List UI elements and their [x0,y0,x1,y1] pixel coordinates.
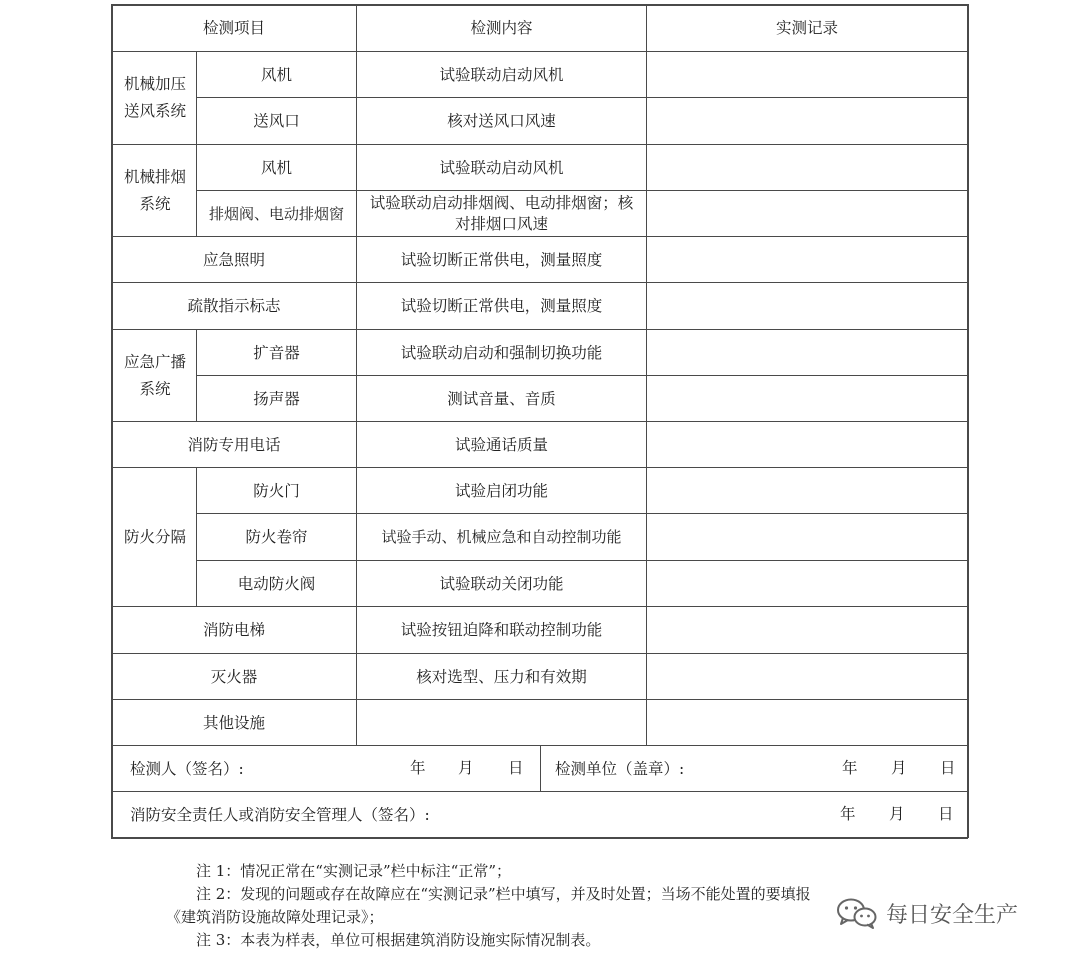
inspection-unit-stamp[interactable]: 检测单位（盖章）: [555,759,685,778]
content-cell: 试验切断正常供电，测量照度 [400,297,603,315]
sub-item-cell: 扬声器 [253,389,300,408]
content-cell: 测试音量、音质 [447,389,556,408]
record-cell[interactable] [647,561,967,606]
sub-item-cell: 排烟阀、电动排烟窗 [208,204,344,223]
content-cell[interactable] [357,700,646,745]
watermark-text: 每日安全生产 [886,902,1019,928]
content-cell: 试验切断正常供电，测量照度 [400,250,603,269]
content-cell: 试验按钮迫降和联动控制功能 [400,621,603,639]
note-2-line-2: 《建筑消防设施故障处理记录》； [166,908,384,926]
group-broadcast: 应急广播系统 [124,352,187,398]
note-1: 注 1：情况正常在“实测记录”栏中标注“正常”； [196,862,511,880]
header-item: 检测项目 [202,19,265,37]
sub-item-cell: 防火门 [253,481,300,500]
content-cell: 试验联动关闭功能 [439,574,564,593]
content-cell: 试验联动启动风机 [439,158,564,177]
content-cell: 核对送风口风速 [447,112,556,130]
record-cell[interactable] [647,422,967,467]
sub-item-cell: 风机 [260,158,292,177]
item-cell: 应急照明 [202,250,265,269]
content-cell: 试验通话质量 [454,435,548,454]
content-cell: 试验联动启动风机 [439,65,564,84]
responsible-date-day: 日 [938,805,954,823]
item-cell: 消防专用电话 [187,435,281,454]
sub-item-cell: 风机 [260,65,292,84]
record-cell[interactable] [647,191,967,236]
sub-item-cell: 防火卷帘 [245,528,308,546]
item-cell: 灭火器 [210,667,258,686]
header-record: 实测记录 [775,19,838,37]
record-cell[interactable] [647,468,967,513]
responsible-date-month: 月 [889,805,905,823]
item-cell: 消防电梯 [202,621,265,639]
inspector-date-day: 日 [508,759,524,777]
unit-date-month: 月 [891,759,907,777]
table-border-bottom [111,837,968,839]
content-cell: 试验启闭功能 [454,481,548,500]
unit-date-day: 日 [940,759,956,777]
group-fire-separation: 防火分隔 [124,527,187,546]
record-cell[interactable] [647,283,967,329]
content-cell: 试验手动、机械应急和自动控制功能 [381,528,622,546]
record-cell[interactable] [647,237,967,282]
record-cell[interactable] [647,376,967,421]
responsible-date-year: 年 [840,805,856,823]
record-cell[interactable] [647,654,967,699]
wechat-icon [836,897,878,929]
record-cell[interactable] [647,52,967,97]
content-cell: 试验联动启动排烟阀、电动排烟窗；核对排烟口风速 [369,193,634,233]
record-cell[interactable] [647,700,967,745]
record-cell[interactable] [647,330,967,375]
content-cell: 试验联动启动和强制切换功能 [400,343,603,362]
group-pressurization: 机械加压送风系统 [124,75,187,120]
content-cell: 核对选型、压力和有效期 [416,667,587,686]
header-content: 检测内容 [470,19,533,37]
item-cell: 疏散指示标志 [187,297,281,315]
record-cell[interactable] [647,98,967,144]
note-3: 注 3：本表为样表，单位可根据建筑消防设施实际情况制表。 [196,931,601,949]
inspector-date-year: 年 [410,759,426,777]
inspector-signature[interactable]: 检测人（签名）: [130,759,244,778]
record-cell[interactable] [647,514,967,560]
sub-item-cell: 扩音器 [253,343,300,362]
note-2-line-1: 注 2：发现的问题或存在故障应在“实测记录”栏中填写，并及时处置；当场不能处置的要填报 [196,885,811,903]
sub-item-cell: 电动防火阀 [237,574,316,593]
record-cell[interactable] [647,145,967,190]
sub-item-cell: 送风口 [253,112,300,130]
record-cell[interactable] [647,607,967,653]
group-smoke-exhaust: 机械排烟系统 [124,167,187,213]
responsible-person-signature[interactable]: 消防安全责任人或消防安全管理人（签名）: [130,805,430,824]
item-cell: 其他设施 [202,713,265,732]
watermark [836,897,1018,929]
unit-date-year: 年 [842,759,858,777]
inspector-date-month: 月 [458,759,474,777]
